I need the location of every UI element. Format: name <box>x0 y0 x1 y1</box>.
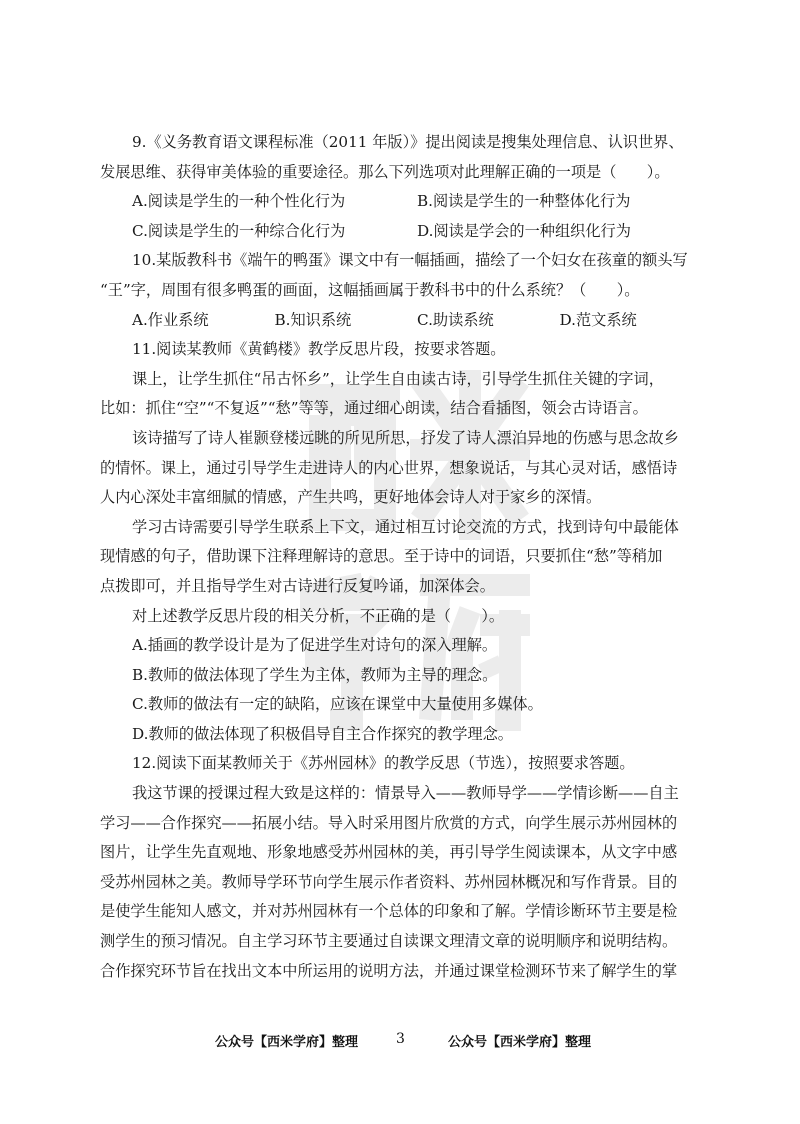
q10-option-c: C.助读系统 <box>417 310 494 329</box>
q11-question: 对上述教学反思片段的相关分析，不正确的是（ ）。 <box>132 606 505 625</box>
q9-option-a: A.阅读是学生的一种个性化行为 <box>132 192 346 211</box>
q11-passage-p3-line-2: 现情感的句子，借助课下注释理解诗的意思。至于诗中的词语，只要抓住“愁”等稍加 <box>100 547 663 566</box>
q11-passage-p2-line-1: 该诗描写了诗人崔颢登楼远眺的所见所思，抒发了诗人漂泊异地的伤感与思念故乡 <box>132 428 679 447</box>
page-number: 3 <box>396 1031 405 1047</box>
q12-passage-line-3: 图片，让学生先直观地、形象地感受苏州园林的美，再引导学生阅读课本，从文字中感 <box>100 843 678 862</box>
q12-passage-line-1: 我这节课的授课过程大致是这样的：情景导入——教师导学——学情诊断——自主 <box>132 784 679 803</box>
q9-option-d: D.阅读是学会的一种组织化行为 <box>417 221 631 240</box>
document-body <box>100 128 702 986</box>
q9-option-c: C.阅读是学生的一种综合化行为 <box>132 221 346 240</box>
footer-right-credit: 公众号【西米学府】整理 <box>448 1035 592 1050</box>
q10-option-d: D.范文系统 <box>559 310 637 329</box>
q10-stem-line-1: 10.某版教科书《端午的鸭蛋》课文中有一幅插画，描绘了一个妇女在孩童的额头写 <box>132 251 688 270</box>
q11-intro: 11.阅读某教师《黄鹤楼》教学反思片段，按要求答题。 <box>132 340 506 359</box>
q11-passage-p1-line-1: 课上，让学生抓住“吊古怀乡”，让学生自由读古诗，引导学生抓住关键的字词， <box>132 369 664 388</box>
q11-passage-p2-line-3: 人内心深处丰富细腻的情感，产生共鸣，更好地体会诗人对于家乡的深情。 <box>100 488 602 507</box>
q12-passage-line-7: 合作探究环节旨在找出文本中所运用的说明方法，并通过课堂检测环节来了解学生的掌 <box>100 961 678 980</box>
q10-option-b: B.知识系统 <box>274 310 352 329</box>
q11-passage-p3-line-3: 点拨即可，并且指导学生对古诗进行反复吟诵，加深体会。 <box>100 576 495 595</box>
page-footer <box>0 1031 800 1053</box>
q10-options-row <box>132 306 702 336</box>
q11-option-c: C.教师的做法有一定的缺陷，应该在课堂中大量使用多媒体。 <box>132 695 543 714</box>
q12-intro: 12.阅读下面某教师关于《苏州园林》的教学反思（节选），按照要求答题。 <box>132 754 635 773</box>
footer-left-credit: 公众号【西米学府】整理 <box>215 1035 359 1050</box>
q9-stem-line-2: 发展思维、获得审美体验的重要途径。那么下列选项对此理解正确的一项是（ ）。 <box>100 162 670 181</box>
q12-passage-line-2: 学习——合作探究——拓展小结。导入时采用图片欣赏的方式，向学生展示苏州园林的 <box>100 813 678 832</box>
q12-passage-line-6: 测学生的预习情况。自主学习环节主要通过自读课文理清文章的说明顺序和说明结构。 <box>100 932 678 951</box>
q10-option-a: A.作业系统 <box>132 310 209 329</box>
q11-passage-p2-line-2: 的情怀。课上，通过引导学生走进诗人的内心世界，想象说话，与其心灵对话，感悟诗 <box>100 458 678 477</box>
q9-option-b: B.阅读是学生的一种整体化行为 <box>417 192 631 211</box>
q9-options-row-1 <box>132 187 702 217</box>
q11-passage-p1-line-2: 比如：抓住“空”“不复返”“愁”等等，通过细心朗读，结合看插图，领会古诗语言。 <box>100 399 648 418</box>
q11-option-a: A.插画的教学设计是为了促进学生对诗句的深入理解。 <box>132 636 498 655</box>
q11-option-b: B.教师的做法体现了学生为主体，教师为主导的理念。 <box>132 665 498 684</box>
q9-options-row-2 <box>132 217 702 247</box>
q12-passage-line-5: 是使学生能知人感文，并对苏州园林有一个总体的印象和了解。学情诊断环节主要是检 <box>100 902 678 921</box>
q11-passage-p3-line-1: 学习古诗需要引导学生联系上下文，通过相互讨论交流的方式，找到诗句中最能体 <box>132 517 679 536</box>
q11-option-d: D.教师的做法体现了积极倡导自主合作探究的教学理念。 <box>132 724 513 743</box>
q10-stem-line-2: “王”字，周围有很多鸭蛋的画面，这幅插画属于教科书中的什么系统？（ ）。 <box>100 280 640 299</box>
q12-passage-line-4: 受苏州园林之美。教师导学环节向学生展示作者资料、苏州园林概况和写作背景。目的 <box>100 872 678 891</box>
q9-stem-line-1: 9.《义务教育语文课程标准（2011 年版）》提出阅读是搜集处理信息、认识世界、 <box>132 133 684 151</box>
